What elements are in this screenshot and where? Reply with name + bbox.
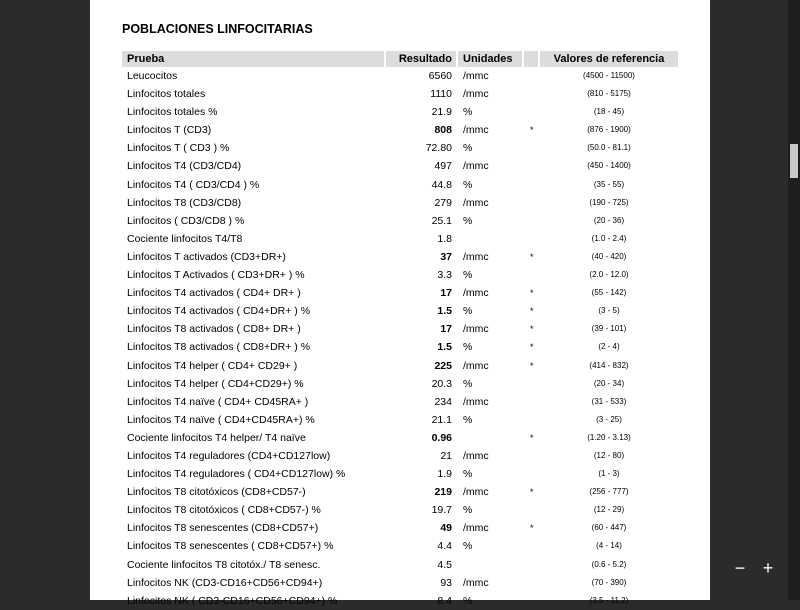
reference-range: (450 - 1400)	[587, 161, 631, 171]
test-name: Linfocitos T8 citotóxicos ( CD8+CD57-) %	[127, 504, 321, 517]
reference-range: (876 - 1900)	[587, 125, 631, 135]
test-result: 72.80	[425, 142, 452, 155]
table-row	[122, 393, 678, 411]
test-name: Leucocitos	[127, 70, 178, 82]
table-row	[122, 194, 678, 212]
test-unit: %	[463, 468, 473, 481]
test-name: Linfocitos T4 reguladores (CD4+CD127low)	[127, 449, 331, 462]
test-result: 4.4	[437, 540, 452, 553]
test-result: 19.7	[431, 504, 452, 517]
reference-range: (3 - 25)	[596, 414, 622, 424]
test-name: Linfocitos T8 senescentes (CD8+CD57+)	[127, 522, 319, 535]
abnormal-flag: *	[530, 324, 534, 335]
test-result: 808	[434, 124, 452, 137]
test-name: Linfocitos T8 (CD3/CD8)	[127, 196, 242, 209]
test-unit: /mmc	[463, 486, 489, 499]
test-name: Linfocitos T4 naïve ( CD4+CD45RA+) %	[127, 413, 315, 426]
table-row	[122, 357, 678, 375]
test-name: Linfocitos T ( CD3 ) %	[127, 142, 230, 155]
reference-range: (60 - 447)	[591, 523, 627, 533]
test-result: 279	[434, 196, 452, 209]
test-unit: /mmc	[463, 124, 489, 137]
test-unit: /mmc	[463, 160, 489, 173]
table-row	[122, 302, 678, 320]
test-unit: /mmc	[463, 70, 489, 82]
test-result: 1.8	[437, 232, 452, 245]
abnormal-flag: *	[530, 342, 534, 353]
reference-range: (55 - 142)	[591, 288, 627, 298]
reference-range: (50.0 - 81.1)	[587, 143, 631, 153]
test-result: 1.5	[437, 341, 452, 354]
table-row	[122, 284, 678, 302]
abnormal-flag: *	[530, 125, 534, 136]
test-unit: /mmc	[463, 449, 489, 462]
header-flag	[524, 51, 538, 67]
abnormal-flag: *	[530, 360, 534, 371]
reference-range: (12 - 29)	[593, 505, 625, 515]
table-row	[122, 338, 678, 356]
test-unit: %	[463, 178, 473, 191]
test-name: Linfocitos T4 naïve ( CD4+ CD45RA+ )	[127, 395, 309, 408]
test-result: 17	[440, 323, 452, 336]
test-name: Cociente linfocitos T8 citotóx./ T8 senesc.	[127, 558, 321, 571]
table-row	[122, 537, 678, 555]
test-name: Linfocitos T activados (CD3+DR+)	[127, 250, 286, 263]
test-name: Linfocitos NK ( CD3-CD16+CD56+CD94+) %	[127, 594, 338, 607]
table-row	[122, 483, 678, 501]
reference-range: (70 - 390)	[591, 577, 627, 587]
test-unit: /mmc	[463, 576, 489, 589]
reference-range: (3.5 - 11.2)	[589, 595, 629, 605]
test-unit: %	[463, 377, 473, 390]
table-row	[122, 574, 678, 592]
test-result: 37	[440, 250, 452, 263]
table-row	[122, 411, 678, 429]
reference-range: (1.0 - 2.4)	[591, 233, 627, 243]
reference-range: (20 - 34)	[593, 378, 625, 388]
test-result: 3.3	[437, 269, 452, 282]
table-row	[122, 139, 678, 157]
table-row	[122, 230, 678, 248]
test-name: Linfocitos T4 reguladores ( CD4+CD127low) %	[127, 468, 346, 481]
test-unit: %	[463, 413, 473, 426]
table-row	[122, 320, 678, 338]
test-result: 49	[440, 522, 452, 535]
reference-range: (20 - 36)	[593, 215, 625, 225]
reference-range: (1 - 3)	[598, 469, 620, 479]
reference-range: (35 - 55)	[593, 179, 625, 189]
reference-range: (256 - 777)	[589, 487, 629, 497]
test-name: Linfocitos ( CD3/CD8 ) %	[127, 214, 245, 227]
test-unit: /mmc	[463, 196, 489, 209]
test-result: 21.1	[431, 413, 452, 426]
test-unit: %	[463, 540, 473, 553]
table-row	[122, 447, 678, 465]
test-result: 93	[440, 576, 452, 589]
test-result: 44.8	[431, 178, 452, 191]
table-row	[122, 429, 678, 447]
test-result: 497	[434, 160, 452, 173]
test-unit: /mmc	[463, 250, 489, 263]
reference-range: (0.6 - 5.2)	[591, 559, 627, 569]
test-unit: /mmc	[463, 323, 489, 336]
test-result: 1110	[430, 88, 452, 101]
test-name: Linfocitos T8 activados ( CD8+DR+ ) %	[127, 341, 311, 354]
test-unit: %	[463, 142, 473, 155]
test-result: 1.9	[437, 468, 452, 481]
table-row	[122, 556, 678, 574]
header-unidades: Unidades	[458, 51, 522, 67]
table-row	[122, 103, 678, 121]
test-unit: /mmc	[463, 287, 489, 300]
abnormal-flag: *	[530, 251, 534, 262]
page-title: POBLACIONES LINFOCITARIAS	[122, 22, 313, 36]
results-table	[122, 67, 678, 610]
zoom-out-button[interactable]: −	[734, 558, 746, 578]
test-unit: %	[463, 594, 473, 607]
table-row	[122, 248, 678, 266]
reference-range: (810 - 5175)	[587, 89, 631, 99]
reference-range: (31 - 533)	[591, 396, 627, 406]
test-result: 21	[440, 449, 452, 462]
test-name: Linfocitos T8 senescentes ( CD8+CD57+) %	[127, 540, 334, 553]
test-result: 21.9	[431, 106, 452, 119]
abnormal-flag: *	[530, 432, 534, 443]
test-name: Linfocitos totales	[127, 88, 206, 101]
test-result: 17	[440, 287, 452, 300]
reference-range: (190 - 725)	[589, 197, 629, 207]
test-unit: %	[463, 341, 473, 354]
table-header	[122, 51, 678, 67]
table-row	[122, 592, 678, 610]
header-resultado: Resultado	[386, 51, 456, 67]
test-result: 25.1	[431, 214, 452, 227]
test-unit: /mmc	[463, 359, 489, 372]
test-result: 219	[434, 486, 452, 499]
scrollbar[interactable]	[788, 0, 800, 600]
header-prueba: Prueba	[122, 51, 384, 67]
test-name: Linfocitos T Activados ( CD3+DR+ ) %	[127, 269, 305, 282]
test-unit: /mmc	[463, 88, 489, 101]
test-result: 234	[434, 395, 452, 408]
test-unit: /mmc	[463, 522, 489, 535]
table-row	[122, 157, 678, 175]
test-name: Linfocitos T4 helper ( CD4+CD29+) %	[127, 377, 304, 390]
table-row	[122, 375, 678, 393]
test-name: Linfocitos T4 activados ( CD4+ DR+ )	[127, 287, 301, 300]
reference-range: (2.0 - 12.0)	[589, 270, 629, 280]
abnormal-flag: *	[530, 487, 534, 498]
test-result: 4.5	[437, 558, 452, 571]
test-result: 6560	[428, 70, 452, 82]
abnormal-flag: *	[530, 306, 534, 317]
test-name: Linfocitos T (CD3)	[127, 124, 212, 137]
reference-range: (39 - 101)	[591, 324, 627, 334]
test-result: 0.96	[431, 431, 452, 444]
reference-range: (414 - 832)	[589, 360, 629, 370]
test-name: Linfocitos T4 helper ( CD4+ CD29+ )	[127, 359, 298, 372]
reference-range: (4500 - 11500)	[583, 71, 635, 80]
test-name: Linfocitos totales %	[127, 106, 218, 119]
test-unit: %	[463, 269, 473, 282]
test-unit: %	[463, 305, 473, 318]
test-name: Linfocitos NK (CD3-CD16+CD56+CD94+)	[127, 576, 323, 589]
test-name: Linfocitos T4 activados ( CD4+DR+ ) %	[127, 305, 311, 318]
table-row	[122, 121, 678, 139]
table-row	[122, 85, 678, 103]
abnormal-flag: *	[530, 523, 534, 534]
test-name: Cociente linfocitos T4 helper/ T4 naïve	[127, 431, 306, 444]
test-result: 20.3	[431, 377, 452, 390]
header-referencia: Valores de referencia	[540, 51, 678, 67]
zoom-in-button[interactable]: +	[762, 558, 774, 578]
reference-range: (1.20 - 3.13)	[587, 432, 631, 442]
reference-range: (18 - 45)	[593, 107, 625, 117]
test-result: 8.4	[437, 594, 452, 607]
test-result: 1.5	[437, 305, 452, 318]
test-result: 225	[434, 359, 452, 372]
table-row	[122, 501, 678, 519]
test-name: Linfocitos T8 activados ( CD8+ DR+ )	[127, 323, 301, 336]
table-row	[122, 212, 678, 230]
table-row	[122, 266, 678, 284]
test-unit: %	[463, 504, 473, 517]
reference-range: (2 - 4)	[598, 342, 620, 352]
table-row	[122, 519, 678, 537]
test-unit: %	[463, 106, 473, 119]
test-unit: %	[463, 214, 473, 227]
reference-range: (12 - 80)	[593, 450, 625, 460]
abnormal-flag: *	[530, 288, 534, 299]
reference-range: (40 - 420)	[591, 251, 627, 261]
test-name: Linfocitos T8 citotóxicos (CD8+CD57-)	[127, 486, 306, 499]
table-row	[122, 67, 678, 85]
test-name: Linfocitos T4 ( CD3/CD4 ) %	[127, 178, 260, 191]
reference-range: (4 - 14)	[596, 541, 622, 551]
document-page	[90, 0, 710, 607]
scrollbar-thumb[interactable]	[790, 144, 798, 178]
test-name: Linfocitos T4 (CD3/CD4)	[127, 160, 242, 173]
test-name: Cociente linfocitos T4/T8	[127, 232, 243, 245]
reference-range: (3 - 5)	[598, 306, 620, 316]
test-unit: /mmc	[463, 395, 489, 408]
table-row	[122, 465, 678, 483]
table-row	[122, 176, 678, 194]
